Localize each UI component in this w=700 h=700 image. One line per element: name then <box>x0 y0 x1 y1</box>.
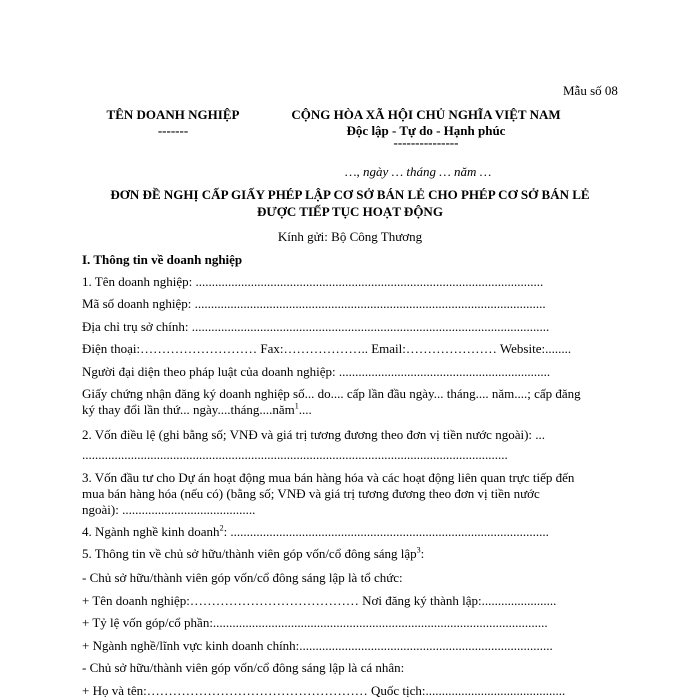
registration-certificate-line2: ký thay đổi lần thứ... ngày....tháng....năm$^1$.... <box>82 401 312 417</box>
charter-capital-dots: ................................................................................................................................... <box>82 447 508 462</box>
organization-owner-heading: - Chủ sở hữu/thành viên góp vốn/cổ đông sáng lập là tổ chức: <box>82 570 403 585</box>
national-rule: --------------- <box>393 135 459 150</box>
company-name-placeholder: TÊN DOANH NGHIỆP <box>106 107 240 122</box>
individual-name-field: + Họ và tên:…………………………………………… Quốc tịch:........................................... <box>82 683 566 698</box>
recipient-line: Kính gửi: Bộ Công Thương <box>277 229 423 244</box>
individual-owner-heading: - Chủ sở hữu/thành viên góp vốn/cổ đông sáng lập là cá nhân: <box>82 660 405 675</box>
investment-capital-line2: mua bán hàng hóa (nếu có) (bằng số; VNĐ và giá trị tương đương theo đơn vị tiền nước <box>82 486 540 501</box>
national-title: CỘNG HÒA XÃ HỘI CHỦ NGHĨA VIỆT NAM <box>291 107 561 122</box>
company-name-field: 1. Tên doanh nghiệp: ........................................................................................................... <box>82 274 544 289</box>
document-title-line1: ĐƠN ĐỀ NGHỊ CẤP GIẤY PHÉP LẬP CƠ SỞ BÁN LẺ CHO PHÉP CƠ SỞ BÁN LẺ <box>110 187 590 202</box>
owners-info-heading: 5. Thông tin về chủ sở hữu/thành viên góp vốn/cổ đông sáng lập$^3$: <box>82 545 425 561</box>
contact-info-field: Điện thoại:……………………… Fax:……………….. Email:………………… Website:........ <box>82 341 572 356</box>
organization-name-field: + Tên doanh nghiệp:………………………………… Nơi đăng ký thành lập:....................... <box>82 593 557 608</box>
form-number: Mẫu số 08 <box>563 83 618 98</box>
head-office-field: Địa chỉ trụ sở chính: .............................................................................................................. <box>82 319 550 334</box>
footnote-ref: 2 <box>219 523 224 533</box>
legal-representative-field: Người đại diện theo pháp luật của doanh nghiệp: ................................................................. <box>82 364 551 379</box>
company-rule: ------- <box>157 123 189 138</box>
charter-capital-field: 2. Vốn điều lệ (ghi bằng số; VNĐ và giá trị tương đương theo đơn vị tiền nước ngoài): ... <box>82 427 546 442</box>
footnote-ref: 1 <box>294 401 299 411</box>
business-lines-field: 4. Ngành nghề kinh doanh$^2$: .................................................................................................. <box>82 523 549 539</box>
footnote-ref: 3 <box>416 545 421 555</box>
national-motto: Độc lập - Tự do - Hạnh phúc <box>346 123 506 138</box>
registration-certificate-line1: Giấy chứng nhận đăng ký doanh nghiệp số... do.... cấp lần đầu ngày... tháng.... năm....; cấp đăng <box>82 386 581 401</box>
date-line: …, ngày … tháng … năm … <box>345 164 492 179</box>
enterprise-code-field: Mã số doanh nghiệp: ............................................................................................................ <box>82 296 546 311</box>
capital-share-field: + Tỷ lệ vốn góp/cổ phần:....................................................................................................... <box>82 615 548 630</box>
section-heading: I. Thông tin về doanh nghiệp <box>82 252 243 267</box>
main-business-field: + Ngành nghề/lĩnh vực kinh doanh chính:.............................................................................. <box>82 638 553 653</box>
document-title-line2: ĐƯỢC TIẾP TỤC HOẠT ĐỘNG <box>257 204 443 219</box>
investment-capital-line1: 3. Vốn đầu tư cho Dự án hoạt động mua bán hàng hóa và các hoạt động liên quan trực tiếp đến <box>82 470 575 485</box>
investment-capital-line3: ngoài): ......................................... <box>82 502 256 517</box>
